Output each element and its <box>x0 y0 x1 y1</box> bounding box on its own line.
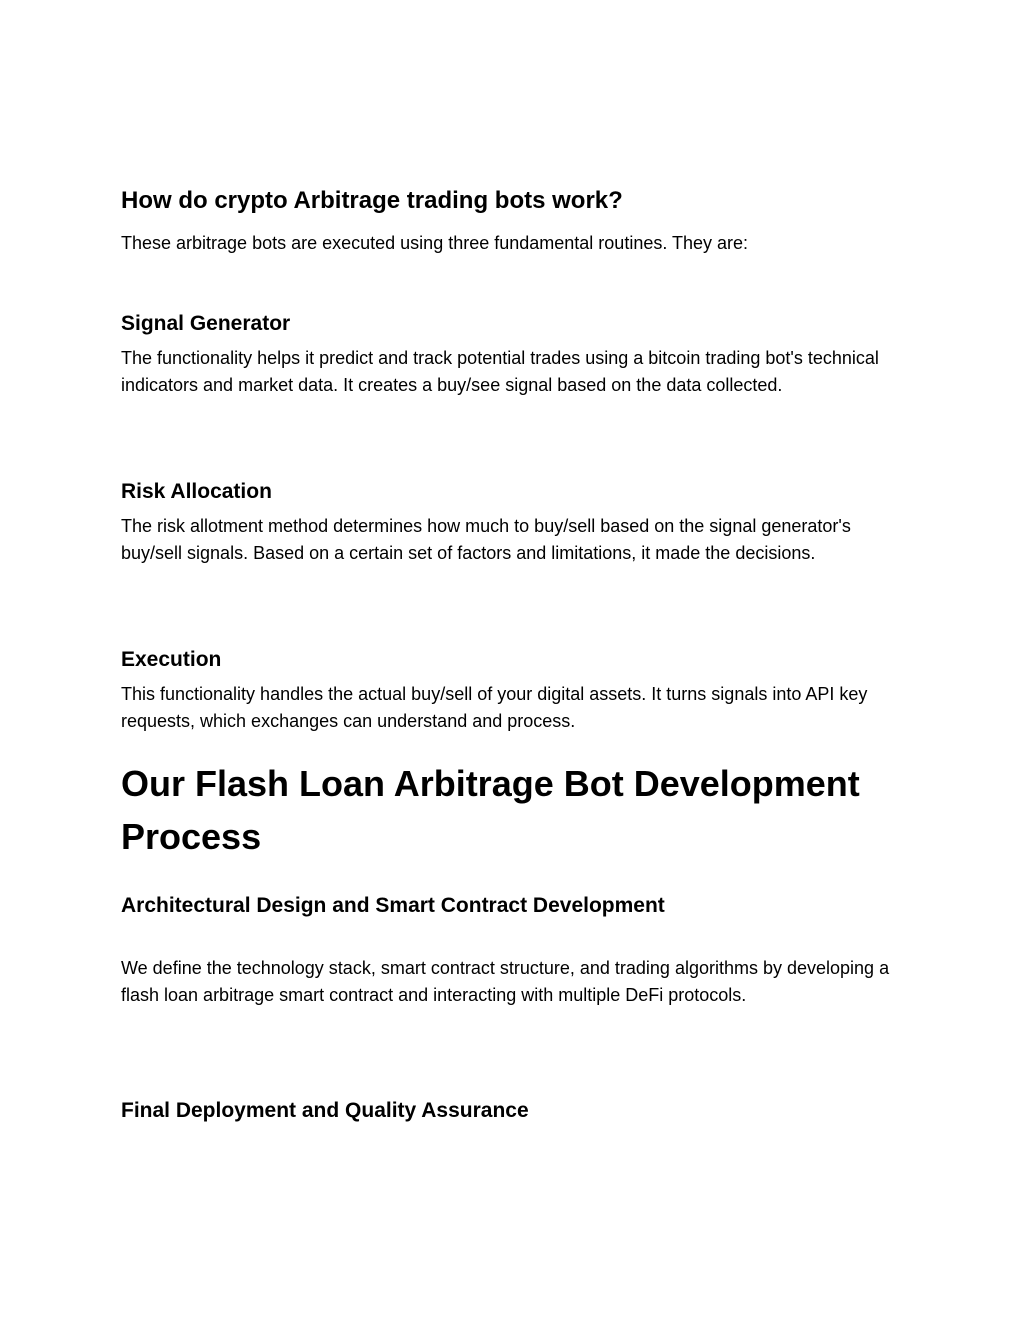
heading-signal-generator: Signal Generator <box>121 312 291 335</box>
heading-execution: Execution <box>121 648 222 671</box>
section-intro-paragraph: These arbitrage bots are executed using three fundamental routines. They are: <box>121 233 749 253</box>
heading-final-deployment: Final Deployment and Quality Assurance <box>121 1099 529 1122</box>
paragraph-risk-allocation: The risk allotment method determines how much to buy/sell based on the signal generator's buy/sell signals. Based on a certain set of factors and limitations, it made the decisions. <box>121 516 851 563</box>
paragraph-signal-generator: The functionality helps it predict and track potential trades using a bitcoin trading bot's technical indicators and market data. It creates a buy/see signal based on the data collected. <box>121 348 879 395</box>
paragraph-architectural-design: We define the technology stack, smart contract structure, and trading algorithms by developing a flash loan arbitrage smart contract and interacting with multiple DeFi protocols. <box>121 958 890 1005</box>
heading-risk-allocation: Risk Allocation <box>121 480 272 503</box>
heading-architectural-design: Architectural Design and Smart Contract Development <box>121 894 665 917</box>
main-heading: Our Flash Loan Arbitrage Bot Development Process <box>121 763 860 857</box>
section-heading-how-bots-work: How do crypto Arbitrage trading bots work? <box>121 187 623 214</box>
paragraph-execution: This functionality handles the actual buy/sell of your digital assets. It turns signals into API key requests, which exchanges can understand and process. <box>121 684 868 731</box>
